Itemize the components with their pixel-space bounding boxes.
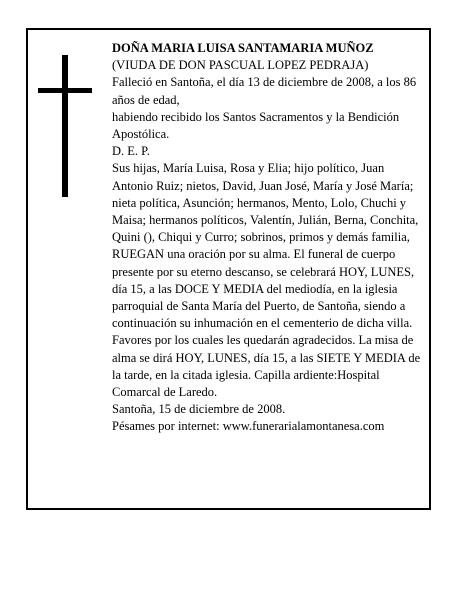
condolences-line: Pésames por internet: www.funerarialamontanesa.com <box>112 419 385 434</box>
obituary-text <box>112 40 424 436</box>
deceased-name: DOÑA MARIA LUISA SANTAMARIA MUÑOZ <box>112 41 374 55</box>
place-date-line: Santoña, 15 de diciembre de 2008. <box>112 402 286 417</box>
request-line: RUEGAN una oración por su alma. El funeral de cuerpo presente por su eterno descanso, se celebrará HOY, LUNES, día 15, a las DOCE Y MEDIA del mediodía, en la iglesia parroquial de Santa María del Puerto, de Santoña, siendo a continuación su inhumación en el cementerio de dicha villa. Favores por los cuales les quedarán agradecidos. La misa de alma se dirá HOY, LUNES, día 15, a las SIETE Y MEDIA de la tarde, en la citada iglesia. Capilla ardiente:Hospital Comarcal de Laredo. <box>112 247 421 400</box>
sacraments-line: habiendo recibido los Santos Sacramentos y la Bendición Apostólica. <box>112 109 400 142</box>
death-line: Falleció en Santoña, el día 13 de diciembre de 2008, a los 86 años de edad, <box>112 75 417 107</box>
cross-vertical-bar <box>62 55 68 197</box>
rip-line: D. E. P. <box>112 144 150 159</box>
cross-horizontal-bar <box>38 88 92 93</box>
cross-icon <box>38 55 92 197</box>
family-line: Sus hijas, María Luisa, Rosa y Elia; hijo político, Juan Antonio Ruiz; nietos, David, Juan José, María y José María; nieta política, Asunción; hermanos, Mento, Lolo, Chuchi y Maisa; hermanos políticos, Valentín, Julián, Berna, Conchita, Quini (), Chiqui y Curro; sobrinos, primos y demás familia, <box>112 161 419 245</box>
widow-line: (VIUDA DE DON PASCUAL LOPEZ PEDRAJA) <box>112 58 369 73</box>
